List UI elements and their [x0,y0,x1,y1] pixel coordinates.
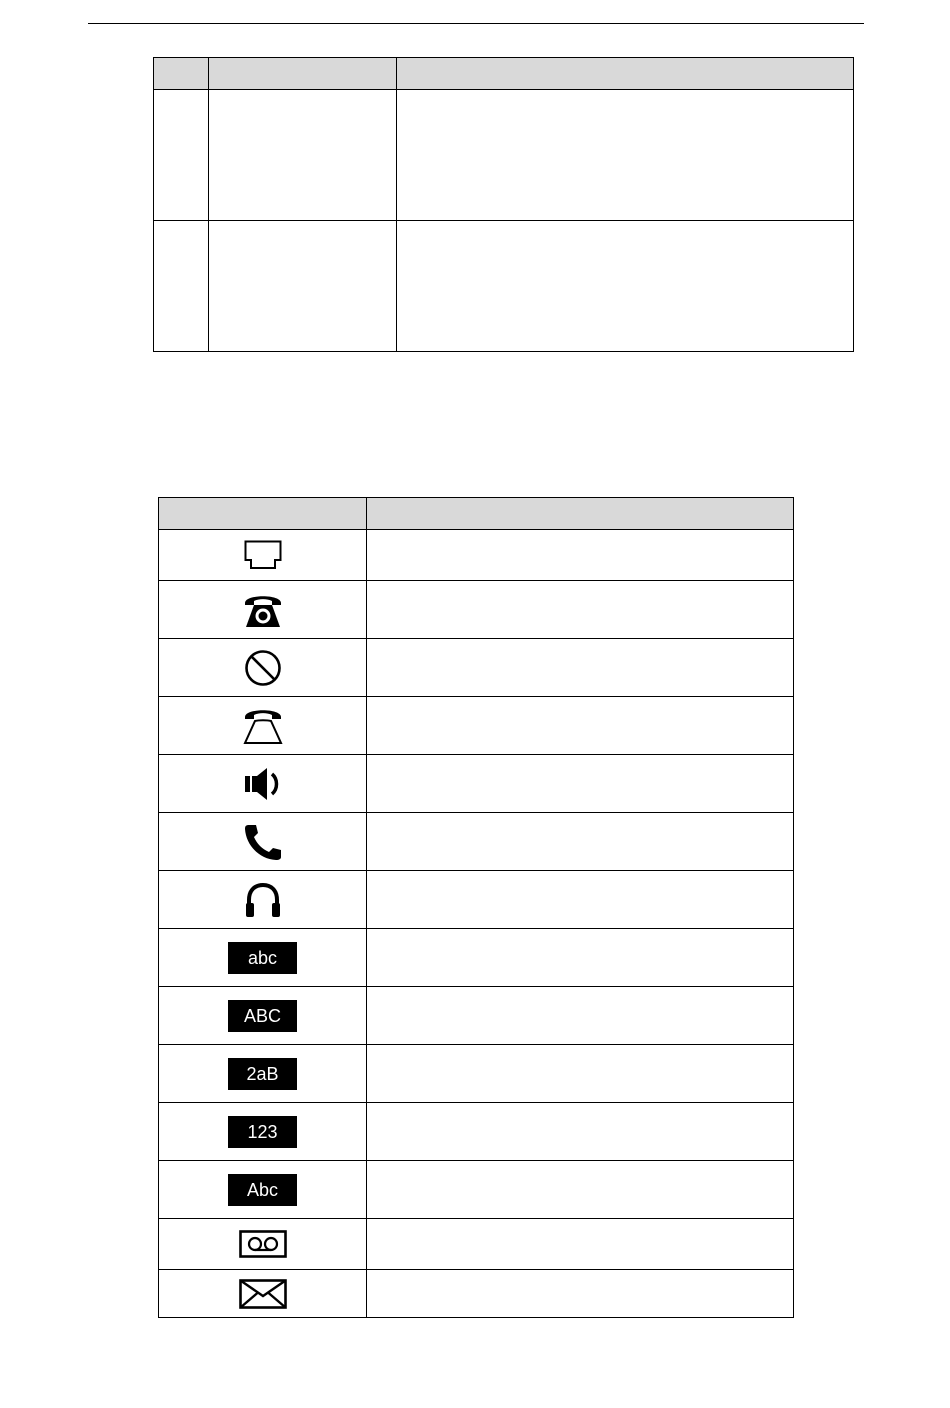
table-header-row [154,58,854,90]
description-cell [367,871,794,929]
icon-cell [159,1270,367,1318]
header-cell-icon [159,498,367,530]
table-cell [397,90,854,221]
table-cell [209,221,397,352]
description-cell [367,929,794,987]
header-cell-description [397,58,854,90]
envelope-icon [239,1279,287,1309]
icon-cell [159,755,367,813]
table-row [159,1161,794,1219]
description-cell [367,1161,794,1219]
table-row [159,813,794,871]
header-cell-description [367,498,794,530]
phone-handset-outline-icon [243,706,283,746]
headset-icon [243,881,283,919]
table-header-row [159,498,794,530]
table-row [159,929,794,987]
table-row [154,90,854,221]
icon-cell [159,929,367,987]
table-cell [209,90,397,221]
table-row [159,697,794,755]
table-row [159,530,794,581]
table-cell [154,221,209,352]
table-row [159,755,794,813]
icon-cell [159,1219,367,1270]
description-cell [367,1270,794,1318]
description-cell [367,755,794,813]
page-header-rule [88,23,864,24]
network-port-icon [244,540,282,570]
icon-cell [159,987,367,1045]
phone-handset-circle-icon [243,591,283,629]
input-mode-mixed-badge: 2aB [228,1058,297,1090]
icon-cell [159,697,367,755]
icon-cell [159,1103,367,1161]
description-cell [367,697,794,755]
icon-cell [159,581,367,639]
icon-cell [159,1045,367,1103]
table-row [159,1270,794,1318]
table-row [159,581,794,639]
table-row [159,1219,794,1270]
description-cell [367,1103,794,1161]
table-row [159,639,794,697]
table-cell [154,90,209,221]
description-cell [367,639,794,697]
icon-cell [159,871,367,929]
speaker-icon [243,765,283,803]
table-row [159,871,794,929]
description-cell [367,1045,794,1103]
icon-cell [159,639,367,697]
description-cell [367,813,794,871]
prohibited-icon [244,649,282,687]
icon-reference-table [158,497,794,1318]
header-cell-no [154,58,209,90]
icon-cell [159,1161,367,1219]
description-cell [367,1219,794,1270]
reference-table-top [153,57,854,352]
voicemail-icon [239,1230,287,1258]
table-row [154,221,854,352]
table-cell [397,221,854,352]
icon-cell [159,813,367,871]
table-row [159,1103,794,1161]
header-cell-name [209,58,397,90]
input-mode-uppercase-badge: ABC [228,1000,297,1032]
input-mode-numeric-badge: 123 [228,1116,297,1148]
table-row [159,1045,794,1103]
input-mode-capitalized-badge: Abc [228,1174,297,1206]
description-cell [367,581,794,639]
input-mode-lowercase-badge: abc [228,942,297,974]
table-row [159,987,794,1045]
description-cell [367,987,794,1045]
description-cell [367,530,794,581]
icon-cell [159,530,367,581]
handset-call-icon [243,823,283,861]
